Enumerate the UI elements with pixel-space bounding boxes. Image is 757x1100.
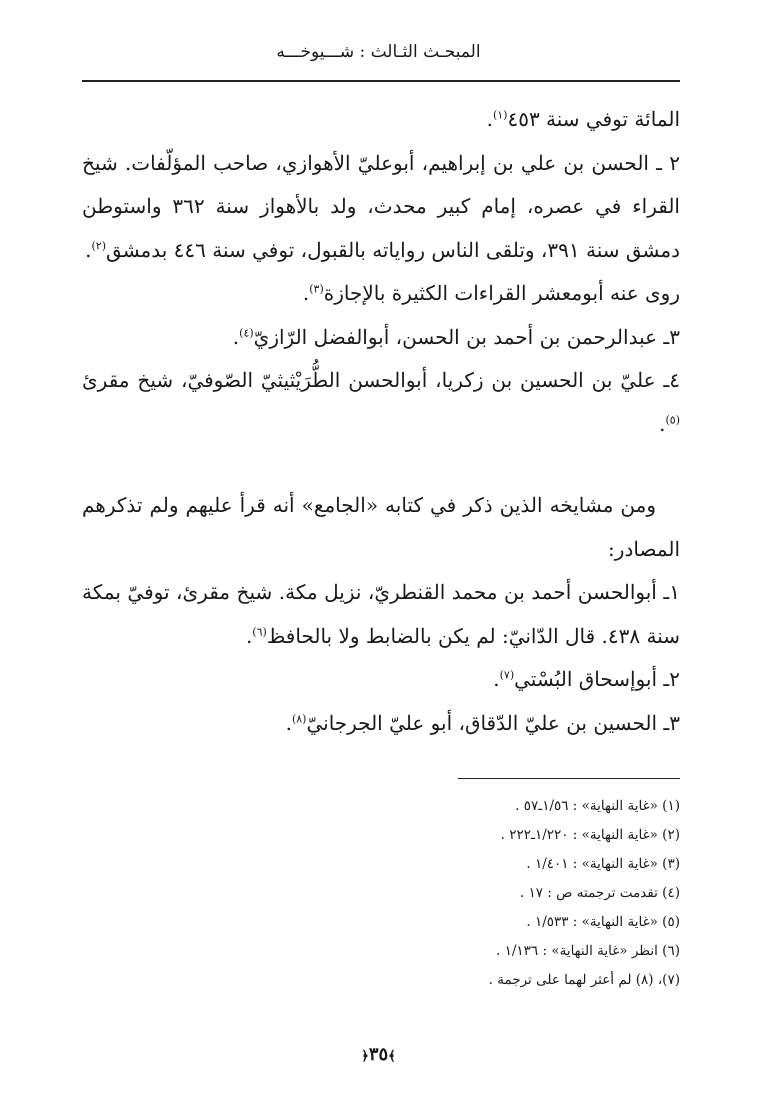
footnote-ref-1[interactable]: (١) bbox=[492, 108, 508, 122]
footnote-7-8: (٧)، (٨) لم أعثر لهما على ترجمة . bbox=[488, 972, 680, 988]
paragraph-7-end: . bbox=[245, 623, 253, 648]
main-text bbox=[82, 98, 680, 745]
footnote-ref-7[interactable]: (٧) bbox=[499, 668, 515, 682]
footnote-ref-3[interactable]: (٣) bbox=[309, 282, 324, 296]
paragraph-8-end: . bbox=[493, 667, 500, 691]
paragraph-1-text: المائة توفي سنة ٤٥٣ bbox=[507, 107, 680, 131]
paragraph-9 bbox=[82, 702, 680, 746]
paragraph-9-text: ٣ـ الحسين بن عليّ الدّقاق، أبو عليّ الجرجانيّ bbox=[306, 710, 680, 735]
ornament-left-icon: ﴿ bbox=[361, 1049, 369, 1064]
paragraph-3 bbox=[82, 272, 680, 316]
footnote-ref-5[interactable]: (٥) bbox=[665, 412, 680, 426]
paragraph-3-text: روى عنه أبومعشر القراءات الكثيرة بالإجازة bbox=[323, 281, 680, 305]
footnote-ref-2[interactable]: (٢) bbox=[91, 238, 107, 252]
footnote-3: (٣) «غاية النهاية» : ١/٤٠١ . bbox=[526, 856, 680, 872]
footnote-5: (٥) «غاية النهاية» : ١/٥٣٣ . bbox=[526, 914, 680, 930]
page-number bbox=[0, 1044, 757, 1065]
footnote-ref-6[interactable]: (٦) bbox=[252, 624, 267, 638]
ornament-right-icon: ﴾ bbox=[388, 1049, 396, 1064]
paragraph-7 bbox=[82, 571, 680, 658]
paragraph-2 bbox=[82, 142, 680, 273]
paragraph-5 bbox=[82, 359, 680, 446]
running-header: المبحـث الثـالث : شـــيوخـــه bbox=[276, 42, 481, 62]
footnote-1: (١) «غاية النهاية» : ١/٥٦ـ٥٧ . bbox=[515, 798, 680, 814]
paragraph-6: ومن مشايخه الذين ذكر في كتابه «الجامع» أنه قرأ عليهم ولم تذكرهم المصادر: bbox=[82, 493, 680, 561]
paragraph-1: المائة توفي سنة ٤٥٣$^{(١)}$. bbox=[486, 107, 680, 131]
paragraph-2-text: ٢ ـ الحسن بن علي بن إبراهيم، أبوعليّ الأهوازي، صاحب المؤلّفات. شيخ القراء في عصره، إمام كبير محدث، ولد بالأهواز سنة ٣٦٢ واستوطن دمشق سنة ٣٩١، وتلقى الناس رواياته بالقبول، توفي سنة ٤٤٦ بدمشق bbox=[82, 150, 680, 262]
paragraph-8 bbox=[82, 658, 680, 702]
paragraph-5-text: ٤ـ عليّ بن الحسين بن زكريا، أبوالحسن الطُّرَيْثيثيّ الصّوفيّ، شيخ مقرئ bbox=[82, 368, 680, 392]
page-number-value: ٣٥ bbox=[368, 1044, 389, 1065]
footnote-ref-8[interactable]: (٨) bbox=[291, 711, 307, 725]
paragraph-4-text: ٣ـ عبدالرحمن بن أحمد بن الحسن، أبوالفضل الرّازيّ bbox=[253, 324, 680, 349]
footnotes-section bbox=[82, 792, 680, 995]
paragraph-7-text: ١ـ أبوالحسن أحمد بن محمد القنطريّ، نزيل مكة. شيخ مقرئ، توفيّ بمكة سنة ٤٣٨. قال الدّانيّ: لم يكن بالضابط ولا بالحافظ bbox=[82, 580, 680, 648]
paragraph-2-end: . bbox=[85, 237, 92, 262]
paragraph-gap bbox=[82, 446, 680, 484]
footnote-ref-4[interactable]: (٤) bbox=[239, 325, 254, 339]
footnote-4: (٤) تقدمت ترجمته ص : ١٧ . bbox=[519, 885, 680, 901]
header-divider bbox=[82, 80, 680, 82]
paragraph-9-end: . bbox=[285, 710, 292, 735]
paragraph-3-end: . bbox=[302, 281, 310, 305]
paragraph-8-text: ٢ـ أبوإسحاق البُسْتي bbox=[514, 667, 680, 691]
footnote-2: (٢) «غاية النهاية» : ١/٢٢٠ـ٢٢٢ . bbox=[500, 827, 680, 843]
footnote-divider bbox=[458, 778, 680, 779]
paragraph-4-end: . bbox=[232, 324, 240, 349]
paragraph-4 bbox=[82, 316, 680, 360]
paragraph-5-end: . bbox=[659, 411, 666, 436]
footnote-6: (٦) انظر «غاية النهاية» : ١/١٣٦ . bbox=[496, 943, 680, 959]
